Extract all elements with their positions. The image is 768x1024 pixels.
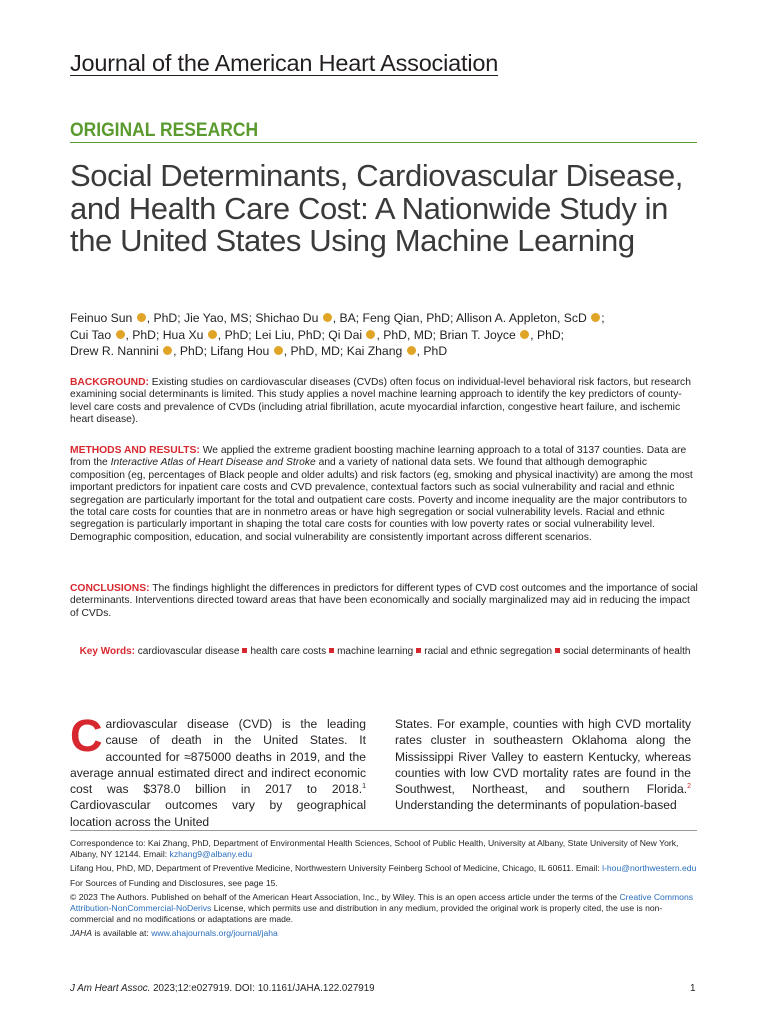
- correspondence-text: Correspondence to: Kai Zhang, PhD, Department of Environmental Health Sciences, School of Public Health, University at Albany, State University of New York, Albany, NY 12144. Email:: [70, 838, 679, 860]
- author-name: Feinuo Sun: [70, 311, 133, 325]
- email-link[interactable]: kzhang9@albany.edu: [169, 849, 253, 860]
- orcid-icon[interactable]: [274, 346, 283, 355]
- funding-note: For Sources of Funding and Disclosures, see page 15.: [70, 877, 278, 888]
- orcid-icon[interactable]: [137, 313, 146, 322]
- page-number: 1: [690, 983, 696, 994]
- footer-citation: [70, 983, 375, 994]
- orcid-icon[interactable]: [407, 346, 416, 355]
- keyword: cardiovascular disease: [137, 646, 240, 657]
- section-label: ORIGINAL RESEARCH: [70, 120, 259, 141]
- author-name: , PhD, MD; Brian T. Joyce: [376, 327, 516, 342]
- license-text: License, which permits use and distribution in any medium, provided the original work is properly cited, the use is non-commercial and no modifications or adaptations are made.: [70, 903, 663, 925]
- license-note: [70, 892, 698, 926]
- author-name: , PhD; Jie Yao, MS; Shichao Du: [146, 311, 319, 325]
- license-text: © 2023 The Authors. Published on behalf of the American Heart Association, Inc., by Wiley. This is an open access article under the terms of the: [70, 891, 620, 902]
- abstract-text: Existing studies on cardiovascular diseases (CVDs) often focus on individual-level behavioral risk factors, but research examining social determinants is limited. This study applies a novel machine learning approach to identify the key predictors of county-level care costs and prevalence of CVDs (including atrial fibrillation, acute myocardial infarction, congestive heart failure, and ischemic heart disease).: [70, 377, 691, 426]
- keyword: racial and ethnic segregation: [424, 646, 553, 657]
- journal-name: Journal of the American Heart Association: [70, 50, 499, 76]
- citation-journal: J Am Heart Assoc.: [70, 983, 151, 994]
- journal-url-link[interactable]: www.ahajournals.org/journal/jaha: [151, 928, 278, 939]
- correspondence-block: [70, 838, 698, 943]
- drop-cap: C: [70, 710, 103, 761]
- journal-abbrev: JAHA: [70, 928, 92, 939]
- correspondence-text: Lifang Hou, PhD, MD, Department of Preventive Medicine, Northwestern University Feinberg School of Medicine, Chicago, IL 60611. Email:: [70, 863, 603, 874]
- abstract-heading: METHODS AND RESULTS:: [70, 445, 200, 456]
- abstract-heading: CONCLUSIONS:: [70, 583, 150, 594]
- orcid-icon[interactable]: [591, 313, 600, 322]
- keyword-separator-icon: [329, 648, 334, 653]
- keyword-separator-icon: [416, 648, 421, 653]
- abstract-methods-results: [70, 445, 700, 544]
- author-name: , PhD; Lifang Hou: [173, 344, 270, 358]
- availability-text: is available at:: [91, 928, 152, 939]
- section-divider: [70, 142, 697, 143]
- keyword: machine learning: [337, 646, 414, 657]
- keywords-heading: Key Words:: [79, 646, 135, 657]
- email-link[interactable]: l-hou@northwestern.edu: [602, 863, 697, 874]
- footnote-divider: [70, 830, 697, 831]
- body-text: ardiovascular disease (CVD) is the leading cause of death in the United States. It accounted for ≈875000 deaths in 2019, and the average annual estimated direct and indirect economic cost was $378.0 billion in 2017 to 2018.: [70, 717, 366, 797]
- author-name: , PhD; Hua Xu: [125, 327, 204, 342]
- orcid-icon[interactable]: [208, 330, 217, 339]
- abstract-heading: BACKGROUND:: [70, 377, 149, 388]
- orcid-icon[interactable]: [163, 346, 172, 355]
- correspondence-1: [70, 838, 698, 860]
- citation-text: 2023;12:e027919. DOI: 10.1161/JAHA.122.027919: [150, 983, 375, 994]
- abstract-text: We applied the extreme gradient boosting machine learning approach to a total of 3137 counties. Data are from the: [70, 445, 687, 469]
- orcid-icon[interactable]: [116, 330, 125, 339]
- reference-link[interactable]: 2: [687, 783, 691, 791]
- abstract-text: The findings highlight the differences in predictors for different types of CVD cost outcomes and the importance of social determinants. Interventions directed toward areas that have been economically and socially marginalized may aid in reducing the impact of CVDs.: [70, 583, 698, 619]
- orcid-icon[interactable]: [520, 330, 529, 339]
- author-name: , PhD; Lei Liu, PhD; Qi Dai: [217, 327, 363, 342]
- body-column-left: [70, 710, 366, 830]
- body-text: Understanding the determinants of population-based: [395, 798, 677, 813]
- author-name: Cui Tao: [70, 327, 112, 342]
- keyword-separator-icon: [242, 648, 247, 653]
- author-name: , PhD, MD; Kai Zhang: [283, 344, 403, 358]
- body-text: States. For example, counties with high CVD mortality rates cluster in southeastern Oklahoma along the Mississippi River Valley to eastern Kentucky, whereas counties with low CVD mortality rates are found in the Southwest, Northeast, and southern Florida.: [395, 717, 691, 797]
- author-name: Drew R. Nannini: [70, 344, 159, 358]
- abstract-background: [70, 377, 700, 427]
- author-name: , PhD: [416, 344, 448, 358]
- orcid-icon[interactable]: [323, 313, 332, 322]
- author-separator: ;: [601, 311, 605, 325]
- orcid-icon[interactable]: [366, 330, 375, 339]
- keyword-separator-icon: [555, 648, 560, 653]
- correspondence-2: [70, 863, 698, 874]
- keyword: health care costs: [250, 646, 327, 657]
- keywords: [70, 645, 700, 658]
- author-name: , PhD;: [530, 327, 565, 342]
- abstract-text: and a variety of national data sets. We found that although demographic composition (eg, percentages of Black people and older adults) and risk factors (eg, smoking and physical inactivity) are among the most important predictors for inpatient care costs and CVD prevalence, contextual factors such as social vulnerability and racial and ethnic segregation are particularly important for the total and outpatient care costs. Poverty and income inequality are the major contributors to the total care costs for counties that are in nonmetro areas or have high segregation or social vulnerability levels. Racial and ethnic segregation is particularly important in shaping the total care costs for counties with low poverty rates or social vulnerability level. Demographic composition, education, and social vulnerability are consistently important across different scenarios.: [70, 457, 693, 543]
- article-title: Social Determinants, Cardiovascular Disease, and Health Care Cost: A Nationwide Study in the United States Using Machine Learning: [70, 158, 683, 258]
- license-link[interactable]: Creative Commons Attribution-NonCommercial-NoDerivs: [70, 891, 694, 914]
- abstract-conclusions: [70, 583, 700, 620]
- author-name: , BA; Feng Qian, PhD; Allison A. Appleton, ScD: [332, 311, 587, 325]
- keyword: social determinants of health: [563, 646, 691, 657]
- reference-link[interactable]: 1: [362, 783, 366, 791]
- body-text: Cardiovascular outcomes vary by geographical location across the United: [70, 798, 366, 829]
- author-line-1: [70, 310, 710, 327]
- abstract-italic-text: Interactive Atlas of Heart Disease and Stroke: [110, 457, 316, 469]
- author-line-2: [70, 327, 710, 344]
- author-list: [70, 310, 710, 360]
- body-column-right: [395, 716, 691, 814]
- availability-note: [70, 928, 698, 939]
- author-line-3: [70, 343, 710, 360]
